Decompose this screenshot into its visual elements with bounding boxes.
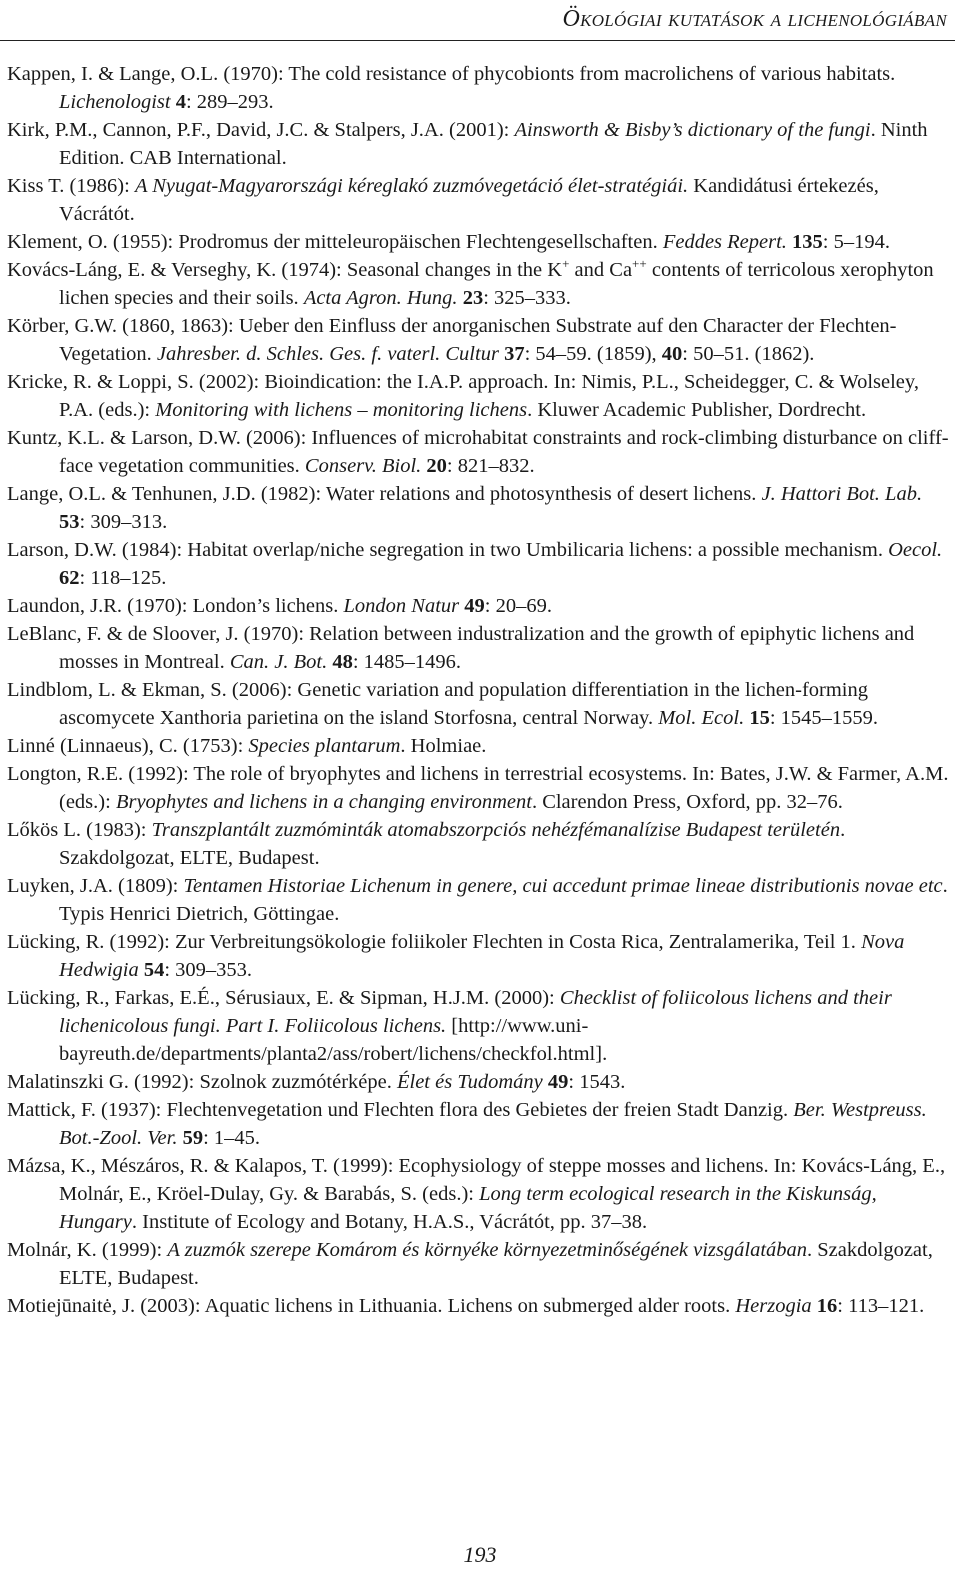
reference-entry — [7, 256, 953, 312]
reference-text: . Clarendon Press, Oxford, pp. 32–76. — [531, 791, 843, 813]
reference-text: Kricke, R. & Loppi, S. (2002): Bioindication: the I.A.P. approach. In: Nimis, P.L., Scheidegger, C. & Wolseley, P.A. (eds.): — [7, 371, 919, 421]
reference-text: Lücking, R., Farkas, E.É., Sérusiaux, E. & Sipman, H.J.M. (2000): — [7, 987, 560, 1009]
reference-text: : 1485–1496. — [352, 651, 462, 673]
reference-text: : 118–125. — [79, 567, 167, 589]
reference-text: . Holmiae. — [400, 735, 487, 757]
reference-text: : 821–832. — [446, 455, 535, 477]
reference-entry — [7, 228, 953, 256]
reference-entry — [7, 1292, 953, 1320]
reference-italic-text: Oecol. — [888, 539, 943, 561]
reference-text: Molnár, K. (1999): — [7, 1239, 168, 1261]
reference-entry — [7, 1152, 953, 1236]
header-rule — [0, 40, 955, 41]
reference-italic-text: Transzplantált zuzmóminták atomabszorpciós nehézfémanalízise Budapest területén — [151, 819, 841, 841]
reference-text: . Szakdolgozat, ELTE, Budapest. — [59, 819, 846, 869]
reference-text: Lücking, R. (1992): Zur Verbreitungsökologie foliikoler Flechten in Costa Rica, Zentralamerika, Teil 1. — [7, 931, 862, 953]
reference-entry — [7, 1096, 953, 1152]
reference-entry — [7, 60, 953, 116]
reference-text: . Kluwer Academic Publisher, Dordrecht. — [527, 399, 867, 421]
reference-text: Longton, R.E. (1992): The role of bryophytes and lichens in terrestrial ecosystems. In: Bates, J.W. & Farmer, A.M. (eds.): — [7, 763, 949, 813]
reference-text: Kovács-Láng, E. & Verseghy, K. (1974): Seasonal changes in the K — [7, 259, 563, 281]
reference-volume: 23 — [462, 287, 484, 309]
reference-volume: 40 — [661, 343, 683, 365]
reference-text: LeBlanc, F. & de Sloover, J. (1970): Relation between industralization and the growth of epiphytic lichens and mosses in Montreal. — [7, 623, 915, 673]
reference-italic-text: Bryophytes and lichens in a changing environment — [115, 791, 532, 813]
reference-text: : 54–59. (1859), — [524, 343, 662, 365]
reference-italic-text: Mol. Ecol. — [658, 707, 745, 729]
reference-entry — [7, 620, 953, 676]
reference-text: : 1545–1559. — [769, 707, 879, 729]
reference-volume: 49 — [547, 1071, 569, 1093]
reference-text: : 1543. — [568, 1071, 626, 1093]
reference-entry — [7, 676, 953, 732]
reference-entry — [7, 368, 953, 424]
reference-italic-text: Ainsworth & Bisby’s dictionary of the fungi — [514, 119, 871, 141]
reference-entry — [7, 816, 953, 872]
reference-italic-text: Ber. Westpreuss. Bot.-Zool. Ver. — [59, 1099, 927, 1149]
reference-italic-text: Long term ecological research in the Kiskunság, Hungary — [59, 1183, 877, 1233]
running-title: Ökológiai kutatások a lichenológiában — [562, 6, 947, 32]
reference-text: . Institute of Ecology and Botany, H.A.S., Vácrátót, pp. 37–38. — [131, 1211, 648, 1233]
reference-text: Kirk, P.M., Cannon, P.F., David, J.C. & Stalpers, J.A. (2001): — [7, 119, 515, 141]
reference-entry — [7, 732, 953, 760]
running-header — [0, 0, 955, 42]
reference-volume: 49 — [464, 595, 485, 617]
reference-volume: 62 — [59, 567, 80, 589]
reference-superscript: + — [562, 256, 570, 272]
reference-entry — [7, 592, 953, 620]
reference-italic-text: Species plantarum — [248, 735, 401, 757]
reference-text: : 5–194. — [822, 231, 890, 253]
reference-text: : 309–353. — [164, 959, 253, 981]
reference-entry — [7, 172, 953, 228]
reference-entry — [7, 760, 953, 816]
reference-italic-text: Can. J. Bot. — [229, 651, 328, 673]
reference-text: . Szakdolgozat, ELTE, Budapest. — [59, 1239, 933, 1289]
reference-text: and Ca — [569, 259, 633, 281]
reference-text: Kappen, I. & Lange, O.L. (1970): The cold resistance of phycobionts from macrolichens of various habitats. — [7, 63, 896, 85]
reference-superscript: ++ — [632, 256, 647, 272]
reference-text: Motiejūnaitė, J. (2003): Aquatic lichens in Lithuania. Lichens on submerged alder roots. — [7, 1295, 736, 1317]
reference-text: Lindblom, L. & Ekman, S. (2006): Genetic variation and population differentiation in the lichen-forming ascomycete Xanthoria parietina on the island Storfosna, central Norway. — [7, 679, 868, 729]
reference-text: Kuntz, K.L. & Larson, D.W. (2006): Influences of microhabitat constraints and rock-climbing disturbance on cliff-face vegetation communities. — [7, 427, 949, 477]
reference-text: . Ninth Edition. CAB International. — [59, 119, 928, 169]
reference-text: Malatinszki G. (1992): Szolnok zuzmótérképe. — [7, 1071, 397, 1093]
reference-italic-text: Élet és Tudomány — [396, 1071, 543, 1093]
reference-text: Mázsa, K., Mészáros, R. & Kalapos, T. (1999): Ecophysiology of steppe mosses and lichens. In: Kovács-Láng, E., Molnár, E., Kröel-Dulay, Gy. & Barabás, S. (eds.): — [7, 1155, 946, 1205]
reference-italic-text: Monitoring with lichens – monitoring lichens — [155, 399, 528, 421]
reference-text: : 50–51. (1862). — [682, 343, 815, 365]
reference-volume: 15 — [749, 707, 770, 729]
reference-italic-text: Jahresber. d. Schles. Ges. f. vaterl. Cultur — [156, 343, 499, 365]
reference-text: : 1–45. — [203, 1127, 261, 1149]
reference-entry — [7, 872, 953, 928]
reference-entry — [7, 116, 953, 172]
reference-volume: 4 — [175, 91, 186, 113]
reference-text: [http://www.uni-bayreuth.de/departments/planta2/ass/robert/lichens/checkfol.html]. — [59, 1015, 608, 1065]
reference-italic-text: Acta Agron. Hung. — [303, 287, 458, 309]
reference-italic-text: A zuzmók szerepe Komárom és környéke környezetminőségének vizsgálatában — [167, 1239, 808, 1261]
reference-entry — [7, 424, 953, 480]
reference-italic-text: Conserv. Biol. — [304, 455, 422, 477]
reference-text: : 309–313. — [79, 511, 168, 533]
reference-volume: 135 — [792, 231, 823, 253]
reference-volume: 54 — [143, 959, 165, 981]
reference-italic-text: Nova Hedwigia — [59, 931, 905, 981]
reference-entry — [7, 312, 953, 368]
reference-text: Linné (Linnaeus), C. (1753): — [7, 735, 249, 757]
reference-entry — [7, 536, 953, 592]
reference-list — [7, 60, 953, 1320]
reference-volume: 37 — [504, 343, 525, 365]
reference-volume: 20 — [426, 455, 447, 477]
reference-text: : 289–293. — [185, 91, 274, 113]
reference-entry — [7, 1236, 953, 1292]
reference-text: Lőkös L. (1983): — [7, 819, 152, 841]
reference-italic-text: Herzogia — [735, 1295, 812, 1317]
reference-entry — [7, 480, 953, 536]
reference-italic-text: Lichenologist — [59, 91, 171, 113]
reference-text: Kiss T. (1986): — [7, 175, 135, 197]
reference-text: . Typis Henrici Dietrich, Göttingae. — [59, 875, 948, 925]
reference-text: Mattick, F. (1937): Flechtenvegetation und Flechten flora des Gebietes der freien Stadt Danzig. — [7, 1099, 794, 1121]
reference-entry — [7, 984, 953, 1068]
reference-text: Lange, O.L. & Tenhunen, J.D. (1982): Water relations and photosynthesis of desert lichens. — [7, 483, 762, 505]
reference-text: Larson, D.W. (1984): Habitat overlap/niche segregation in two Umbilicaria lichens: a possible mechanism. — [7, 539, 889, 561]
reference-entry — [7, 1068, 953, 1096]
reference-text: : 325–333. — [483, 287, 571, 309]
reference-text: contents of terricolous xerophyton lichen species and their soils. — [59, 259, 934, 309]
page-number: 193 — [463, 1542, 497, 1567]
reference-entry — [7, 928, 953, 984]
reference-italic-text: Checklist of foliicolous lichens and their lichenicolous fungi. Part I. Foliicolous lichens. — [59, 987, 892, 1037]
reference-text: Laundon, J.R. (1970): London’s lichens. — [7, 595, 344, 617]
reference-italic-text: J. Hattori Bot. Lab. — [761, 483, 923, 505]
reference-volume: 59 — [182, 1127, 204, 1149]
reference-italic-text: Feddes Repert. — [662, 231, 787, 253]
reference-italic-text: A Nyugat-Magyarországi kéreglakó zuzmóvegetáció élet-stratégiái. — [134, 175, 689, 197]
reference-italic-text: London Natur — [343, 595, 460, 617]
reference-italic-text: Tentamen Historiae Lichenum in genere, cui accedunt primae lineae distributionis novae etc — [183, 875, 943, 897]
reference-text: Körber, G.W. (1860, 1863): Ueber den Einfluss der anorganischen Substrate auf den Character der Flechten-Vegetation. — [7, 315, 897, 365]
reference-text: Klement, O. (1955): Prodromus der mitteleuropäischen Flechtengesellschaften. — [7, 231, 663, 253]
reference-text: Luyken, J.A. (1809): — [7, 875, 184, 897]
reference-volume: 48 — [332, 651, 353, 673]
reference-text: : 20–69. — [484, 595, 552, 617]
reference-text: Kandidátusi értekezés, Vácrátót. — [59, 175, 879, 225]
reference-volume: 53 — [59, 511, 80, 533]
reference-text: : 113–121. — [837, 1295, 925, 1317]
reference-volume: 16 — [816, 1295, 838, 1317]
